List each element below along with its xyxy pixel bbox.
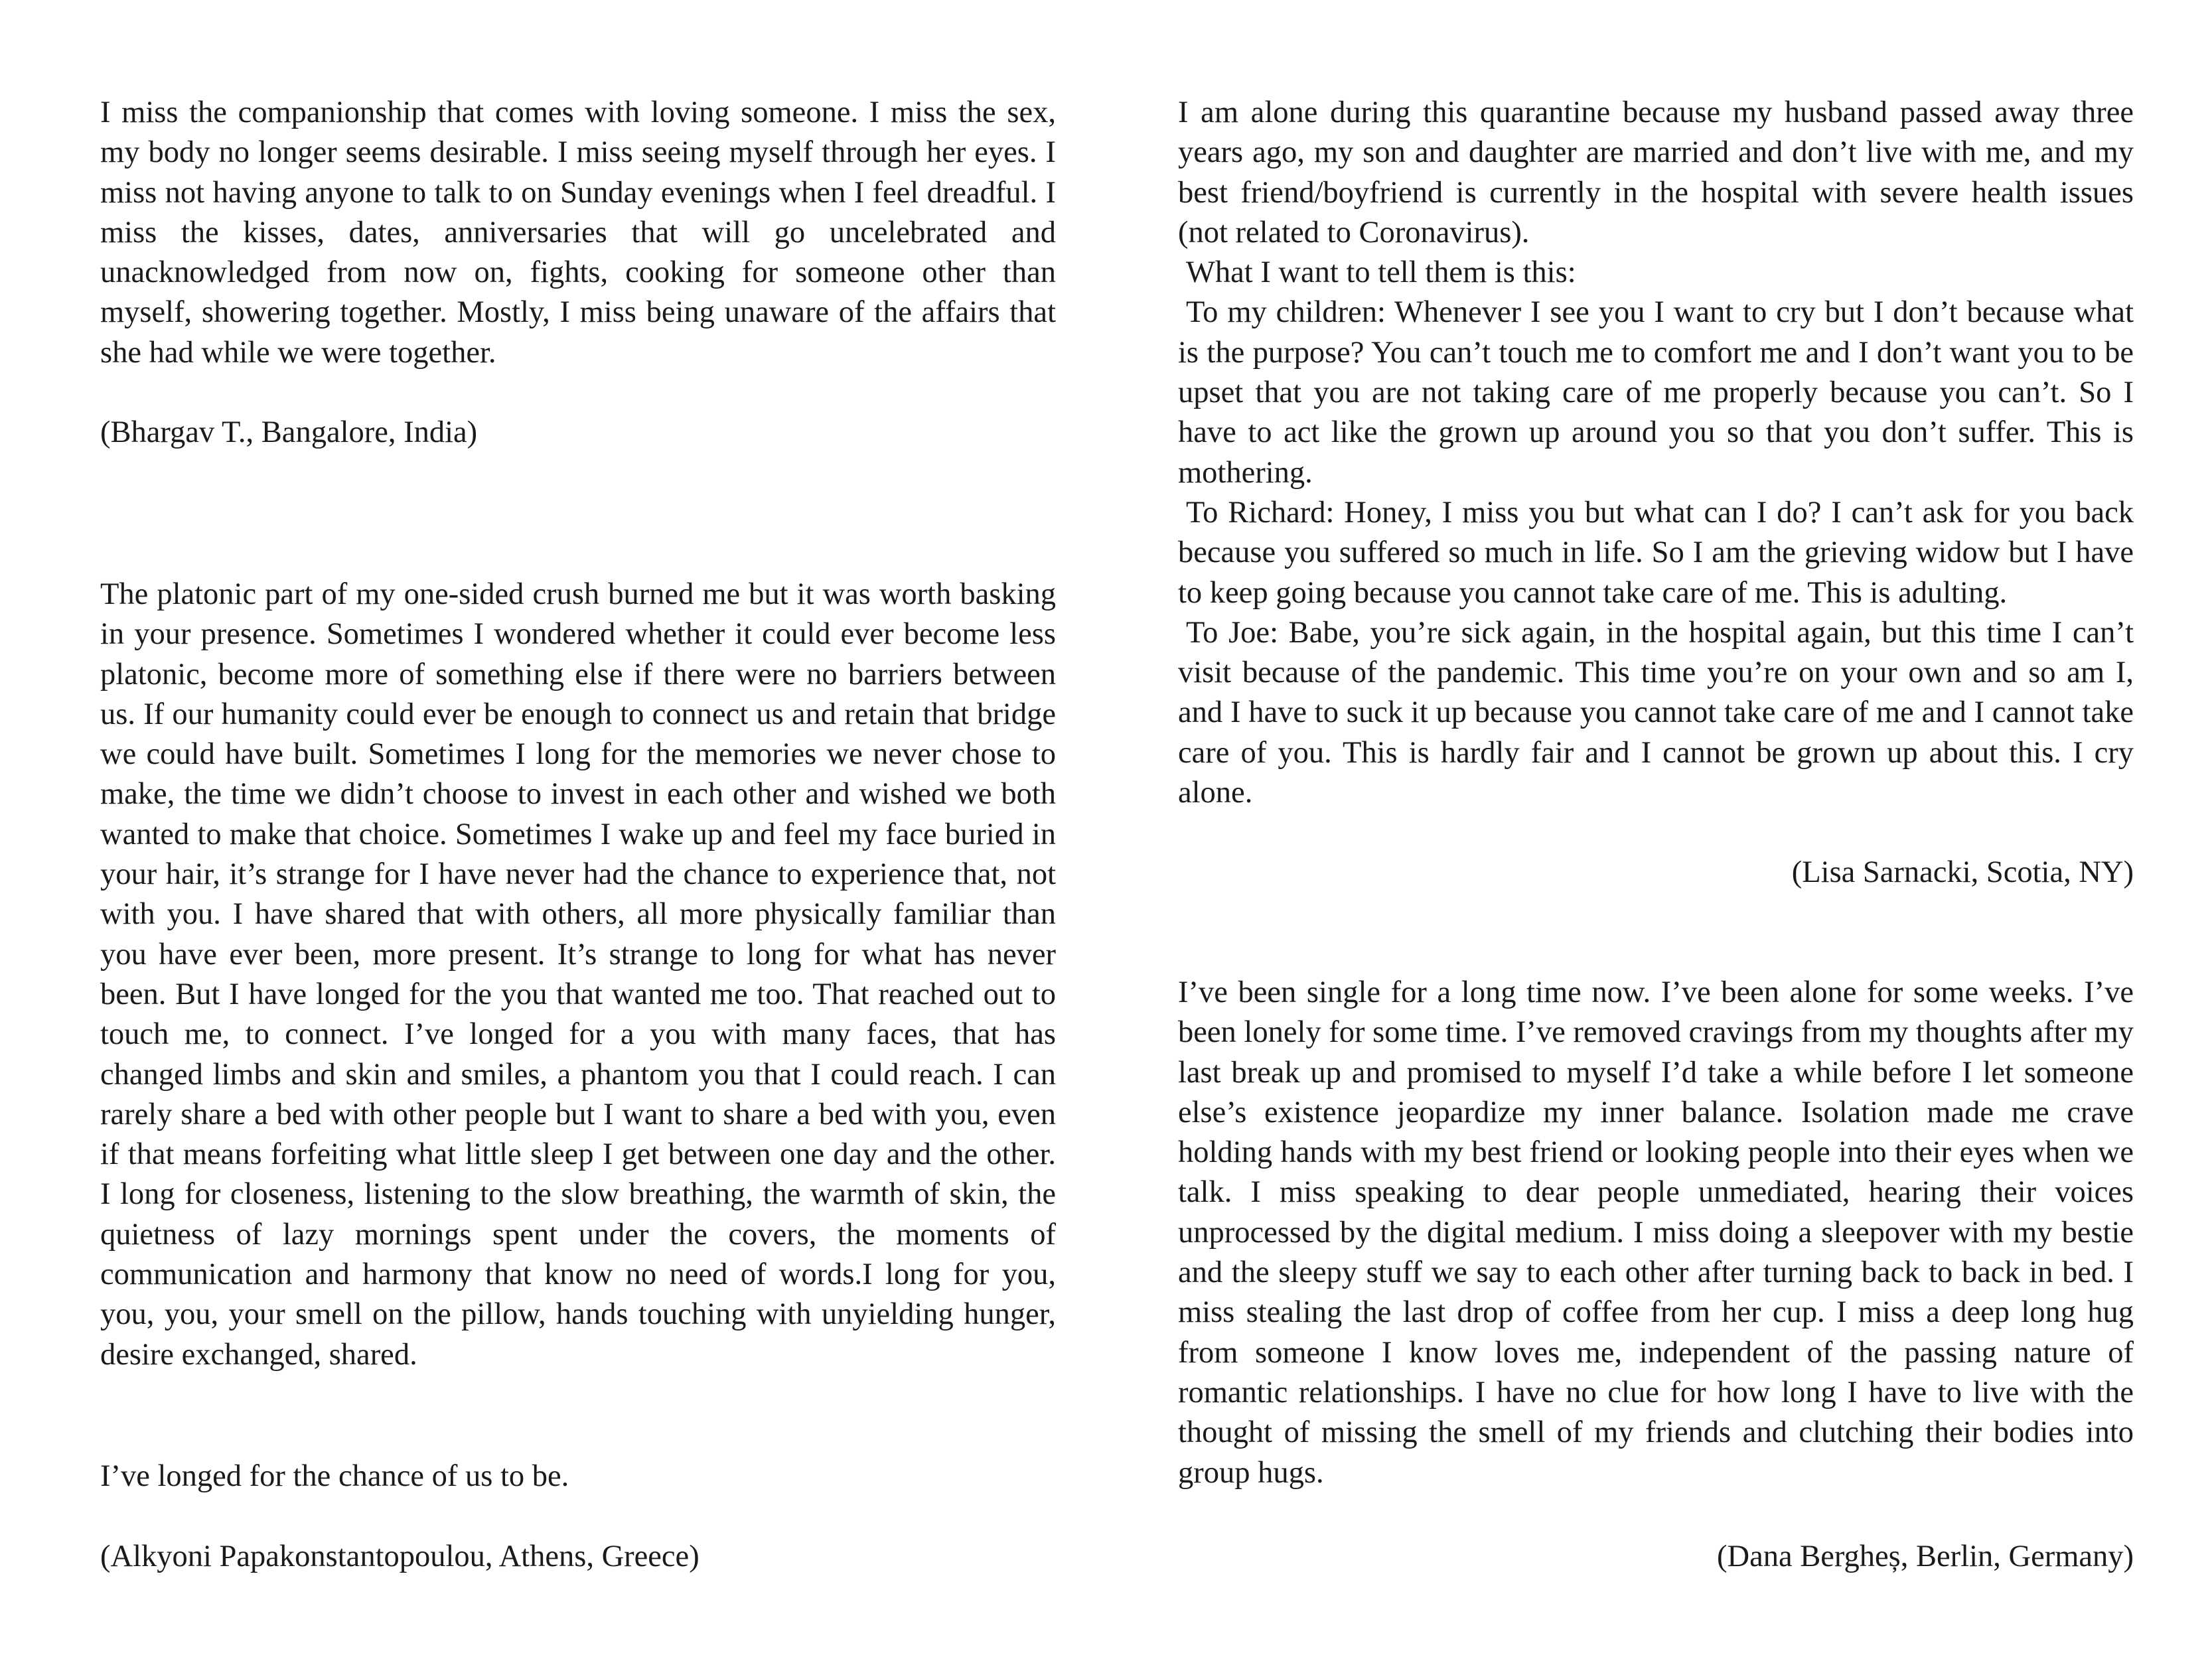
entry-lisa <box>1178 93 2134 813</box>
author-lisa: (Lisa Sarnacki, Scotia, NY) <box>1791 855 2134 889</box>
author-dana: (Dana Bergheș, Berlin, Germany) <box>1717 1540 2134 1573</box>
entry-text: I miss the companionship that comes with loving someone. I miss the sex, my body no longer seems desirable. I miss seeing myself through her eyes. I miss not having anyone to talk to on Sunday evenings when I feel dreadful. I miss the kisses, dates, anniversaries that will go uncelebrated and unacknowledged from now on, fights, cooking for someone other than myself, showering together. Mostly, I miss being unaware of the affairs that she had while we were together. <box>100 96 1056 370</box>
author-bhargav: (Bhargav T., Bangalore, India) <box>100 415 478 449</box>
author-alkyoni: (Alkyoni Papakonstantopoulou, Athens, Greece) <box>100 1540 700 1573</box>
entry-to-children: To my children: Whenever I see you I want to cry but I don’t because what is the purpose? You can’t touch me to comfort me and I don’t want you to be upset that you are not taking care of me properly because you can’t. So I have to act like the grown up around you so that you don’t suffer. This is mothering. <box>1178 295 2134 490</box>
entry-to-richard: To Richard: Honey, I miss you but what can I do? I can’t ask for you back because you suffered so much in life. So I am the grieving widow but I have to keep going because you cannot take care of me. This is adulting. <box>1178 495 2134 610</box>
entry-alkyoni <box>100 575 1056 1375</box>
entry-to-joe: To Joe: Babe, you’re sick again, in the hospital again, but this time I can’t visit because of the pandemic. This time you’re on your own and so am I, and I have to suck it up because you cannot take care of me and I cannot take care of you. This is hardly fair and I cannot be grown up about this. I cry alone. <box>1178 615 2134 810</box>
entry-bhargav <box>100 93 1056 373</box>
entry-text: I’ve been single for a long time now. I’ve been alone for some weeks. I’ve been lonely for some time. I’ve removed cravings from my thoughts after my last break up and promised to myself I’d take a while before I let someone else’s existence jeopardize my inner balance. Isolation made me crave holding hands with my best friend or looking people into their eyes when we talk. I miss speaking to dear people unmediated, hearing their voices unprocessed by the digital medium. I miss doing a sleepover with my bestie and the sleepy stuff we say to each other after turning back to back in bed. I miss stealing the last drop of coffee from her cup. I miss a deep long hug from someone I know loves me, independent of the passing nature of romantic relationships. I have no clue for how long I have to live with the thought of missing the smell of my friends and clutching their bodies into group hugs. <box>1178 975 2134 1490</box>
entry-closing-line: I’ve longed for the chance of us to be. <box>100 1459 569 1493</box>
entry-intro: I am alone during this quarantine because my husband passed away three years ago, my son and daughter are married and don’t live with me, and my best friend/boyfriend is currently in the hospital with severe health issues (not related to Coronavirus). <box>1178 96 2134 250</box>
entry-lead: What I want to tell them is this: <box>1186 255 1576 290</box>
entry-text: The platonic part of my one-sided crush burned me but it was worth basking in your presence. Sometimes I wondered whether it could ever become less platonic, become more of something else if there were no barriers between us. If our humanity could ever be enough to connect us and retain that bridge we could have built. Sometimes I long for the memories we never chose to make, the time we didn’t choose to invest in each other and wished we both wanted to make that choice. Sometimes I wake up and feel my face buried in your hair, it’s strange for I have never had the chance to experience that, not with you. I have shared that with others, all more physically familiar than you have ever been, more present. It’s strange to long for what has never been. But I have longed for the you that wanted me too. That reached out to touch me, to connect. I’ve longed for a you with many faces, that has changed limbs and skin and smiles, a phantom you that I could reach. I can rarely share a bed with other people but I want to share a bed with you, even if that means forfeiting what little sleep I get between one day and the other. I long for closeness, listening to the slow breathing, the warmth of skin, the quietness of lazy mornings spent under the covers, the moments of communication and harmony that know no need of words.I long for you, you, you, your smell on the pillow, hands touching with unyielding hunger, desire exchanged, shared. <box>100 577 1056 1372</box>
entry-dana <box>1178 973 2134 1493</box>
